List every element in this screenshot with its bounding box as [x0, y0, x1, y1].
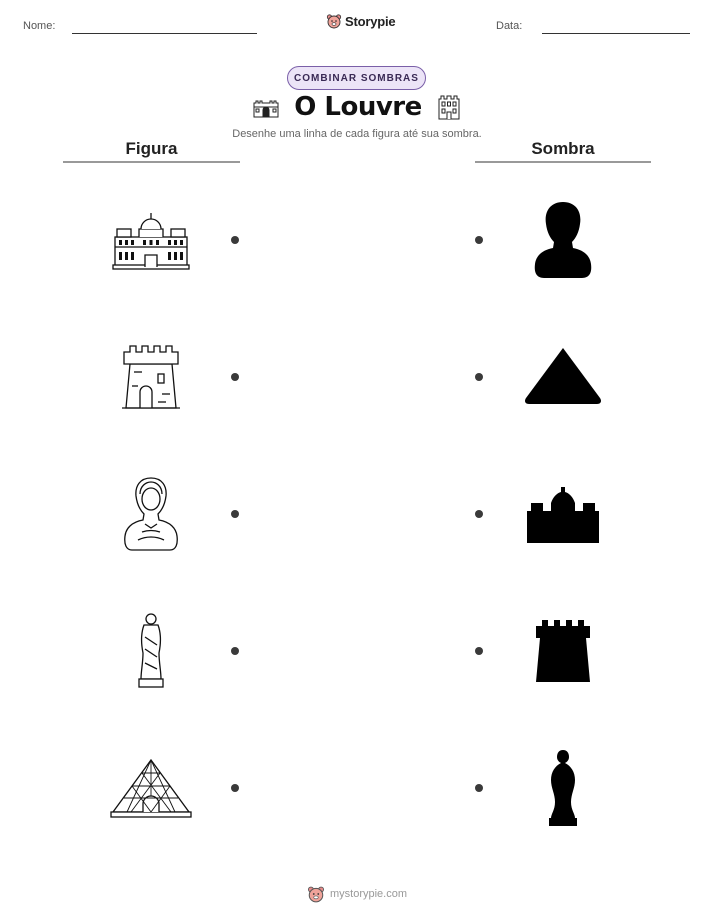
louvre-palace-icon: [106, 195, 196, 285]
shadow-connection-dot-4[interactable]: [475, 647, 483, 655]
woman-portrait-silhouette: [517, 195, 609, 285]
woman-portrait-icon: [106, 469, 196, 559]
shadows-heading-rule: [475, 161, 651, 163]
instructions: Desenhe uma linha de cada figura até sua sombra.: [232, 128, 482, 140]
glass-pyramid-icon: [106, 743, 196, 833]
name-label: Nome:: [23, 20, 56, 32]
brand-logo: [326, 13, 395, 29]
figures-heading-rule: [63, 161, 240, 163]
shadow-connection-dot-2[interactable]: [475, 373, 483, 381]
brand-name: Storypie: [345, 13, 396, 29]
footer: [0, 885, 714, 903]
figure-connection-dot-1[interactable]: [231, 236, 239, 244]
match-row-1: [0, 195, 714, 295]
match-row-2: [0, 332, 714, 432]
shadow-connection-dot-1[interactable]: [475, 236, 483, 244]
figure-connection-dot-2[interactable]: [231, 373, 239, 381]
castle-gate-icon: [252, 95, 280, 119]
figure-connection-dot-4[interactable]: [231, 647, 239, 655]
name-field-line[interactable]: [72, 33, 257, 34]
date-label: Data:: [496, 20, 523, 32]
title-row: [0, 92, 714, 122]
shadows-column-heading: Sombra: [531, 139, 595, 158]
classical-statue-icon: [106, 606, 196, 696]
match-row-3: [0, 469, 714, 569]
page-title: O Louvre: [294, 92, 422, 122]
castle-tower-icon: [106, 332, 196, 422]
date-field-line[interactable]: [542, 33, 690, 34]
tower-building-icon: [436, 93, 462, 121]
shadow-connection-dot-5[interactable]: [475, 784, 483, 792]
shadow-connection-dot-3[interactable]: [475, 510, 483, 518]
castle-tower-silhouette: [517, 606, 609, 696]
bear-mascot-icon: [307, 885, 325, 903]
match-row-4: [0, 606, 714, 706]
louvre-palace-silhouette: [517, 469, 609, 559]
bear-mascot-icon: [326, 13, 342, 29]
figure-connection-dot-5[interactable]: [231, 784, 239, 792]
footer-url: mystorypie.com: [329, 888, 408, 900]
activity-badge-label: COMBINAR SOMBRAS: [294, 72, 419, 84]
activity-badge: [287, 66, 426, 90]
figures-column-heading: Figura: [125, 139, 178, 158]
pyramid-silhouette: [517, 332, 609, 422]
classical-statue-silhouette: [517, 743, 609, 833]
figure-connection-dot-3[interactable]: [231, 510, 239, 518]
match-row-5: [0, 743, 714, 843]
